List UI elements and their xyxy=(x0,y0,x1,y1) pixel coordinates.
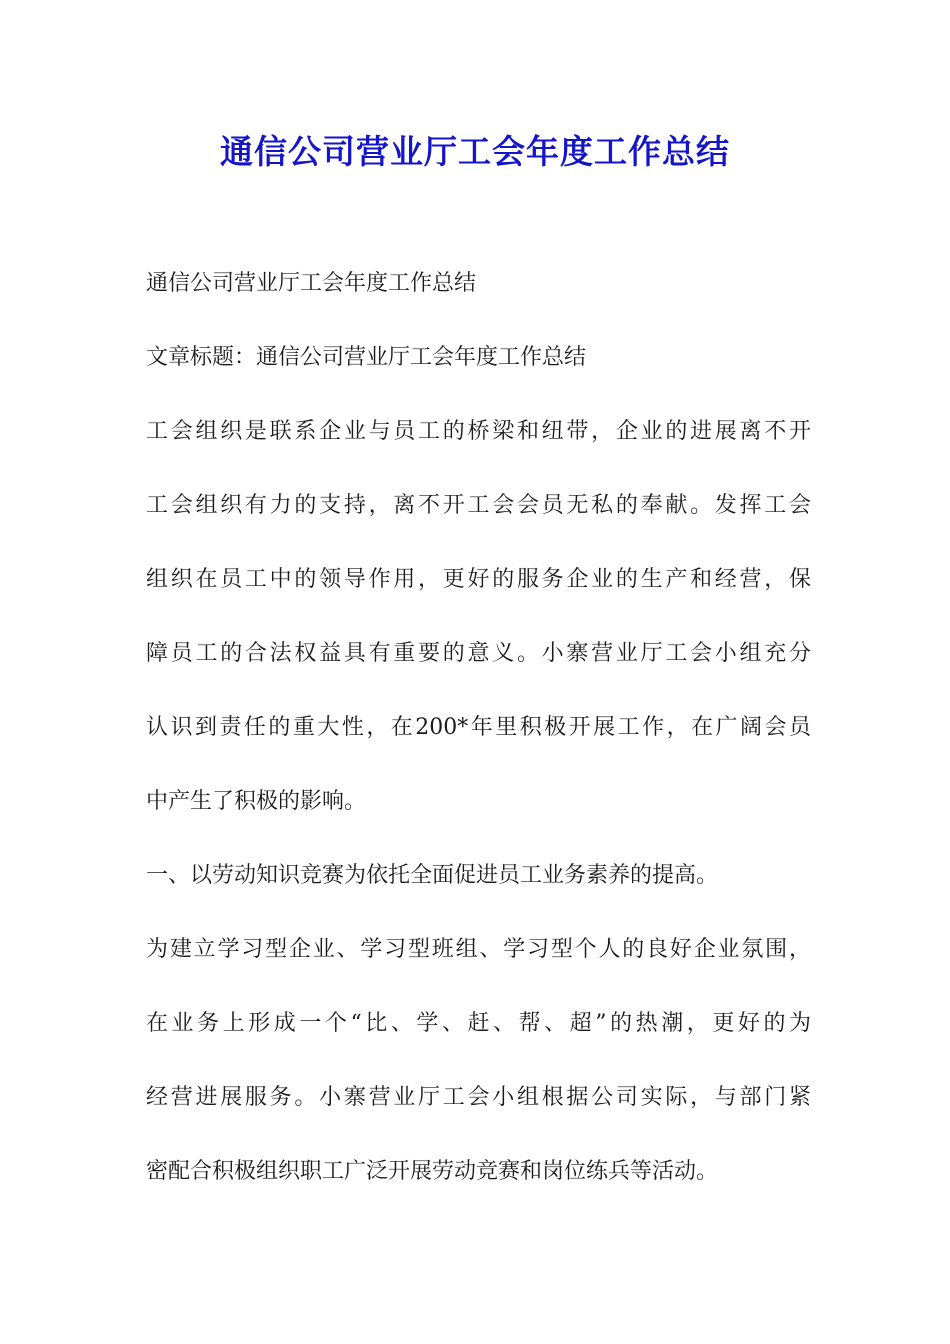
paragraph-line: 组织在员工中的领导作用，更好的服务企业的生产和经营，保 xyxy=(146,567,811,592)
paragraph-line: 为建立学习型企业、学习型班组、学习型个人的良好企业氛围， xyxy=(146,937,811,962)
paragraph-line: 经营进展服务。小寨营业厅工会小组根据公司实际，与部门紧 xyxy=(146,1085,811,1110)
document-title: 通信公司营业厅工会年度工作总结 xyxy=(220,132,730,171)
subtitle-line: 通信公司营业厅工会年度工作总结 xyxy=(146,271,477,296)
paragraph-line: 工会组织是联系企业与员工的桥梁和纽带，企业的进展离不开 xyxy=(146,419,811,444)
paragraph-line: 障员工的合法权益具有重要的意义。小寨营业厅工会小组充分 xyxy=(146,641,811,666)
document-body xyxy=(146,247,811,1209)
section-1-heading: 一、以劳动知识竞赛为依托全面促进员工业务素养的提高。 xyxy=(146,863,719,888)
paragraph-line: 在业务上形成一个“比、学、赶、帮、超”的热潮，更好的为 xyxy=(146,1011,811,1036)
paragraph-2 xyxy=(146,913,811,1209)
article-title-line: 文章标题：通信公司营业厅工会年度工作总结 xyxy=(146,345,587,370)
paragraph-line: 中产生了积极的影响。 xyxy=(146,789,367,814)
paragraph-line: 密配合积极组织职工广泛开展劳动竞赛和岗位练兵等活动。 xyxy=(146,1159,719,1184)
paragraph-line: 工会组织有力的支持，离不开工会会员无私的奉献。发挥工会 xyxy=(146,493,811,518)
paragraph-line: 认识到责任的重大性，在200*年里积极开展工作，在广阔会员 xyxy=(146,715,811,740)
paragraph-1 xyxy=(146,395,811,839)
